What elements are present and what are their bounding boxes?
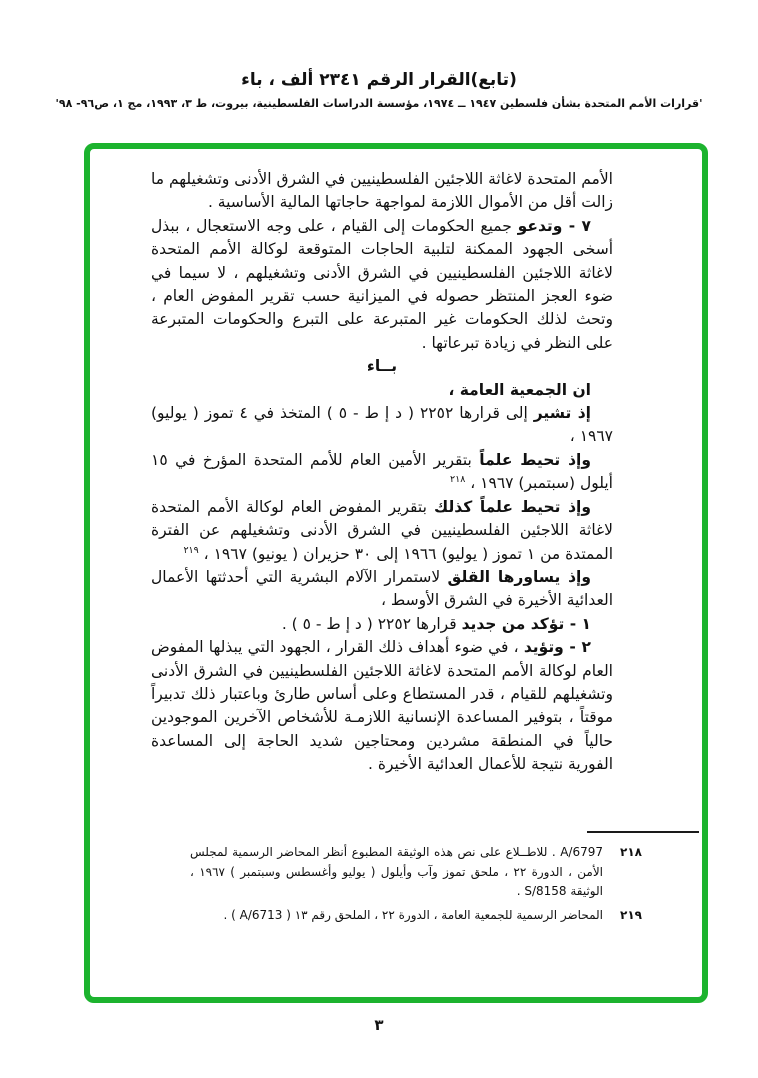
text-run: ان الجمعية العامة ، (448, 380, 591, 399)
body-paragraph (151, 613, 613, 636)
footnote-text: A/6797 . للاطــلاع على نص هذه الوثيقة المطبوع أنظر المحاضر الرسمية لمجلس الأمن ، الدورة ٢٢ ، ملحق تموز وآب وأيلول ( يوليو وأغسطس وسبتمبر ) ١٩٦٧ ، الوثيقة S/8158 . (190, 845, 603, 898)
text-run: الأمم المتحدة لاغاثة اللاجئين الفلسطينيين في الشرق الأدنى وتشغيلهم ما زالت أقل من الأموال اللازمة لمواجهة حاجاتها المالية الأساسية . (151, 170, 613, 212)
footnote-marker: ٢١٩ (620, 907, 642, 922)
text-run: ١ - تؤكد من جديد (461, 614, 591, 633)
text-run: ، في ضوء أهداف ذلك القرار ، الجهود التي يبذلها المفوض العام لوكالة الأمم المتحدة لاغاثة اللاجئين الفلسطينيين في الشرق الأدنى وتشغيلهم للقيام ، قدر المستطاع وعلى أساس طارئ وباعتبار ذلك تدبيراً موقتاً ، بتوفير المساعدة الإنسانية اللازمـة للأشخاص الآخرين الموجودين حالياً في المنطقة مشردين ومحتاجين شديد الحاجة إلى المساعدة الفورية نتيجة للأعمال العدائية الأخيرة . (151, 638, 613, 774)
text-run: لاستمرار الآلام البشرية التي أحدثتها الأعمال العدائية الأخيرة في الشرق الأوسط ، (151, 567, 613, 610)
body-paragraph (151, 566, 613, 613)
text-run: ٧ - وتدعو (517, 216, 591, 235)
page-number: ٣ (374, 1016, 384, 1034)
source-citation: 'قرارات الأمم المتحدة بشأن فلسطين ١٩٤٧ ــ ١٩٧٤، مؤسسة الدراسات الفلسطينية، بيروت، ط ٣، ١٩٩٣، مج ١، ص٩٦- ٩٨' (55, 97, 703, 110)
page-header (0, 70, 758, 110)
footnote-item (190, 906, 642, 926)
footnote-separator (587, 831, 699, 833)
body-paragraph (151, 449, 613, 496)
body-paragraph (151, 402, 613, 449)
body-paragraph (151, 355, 613, 378)
text-run: وإذ تحيط علماً كذلك (434, 497, 591, 516)
page-title: (تابع)القرار الرقم ٢٣٤١ ألف ، باء (241, 70, 517, 90)
body-paragraph (151, 168, 613, 215)
text-run: إلى قرارها ٢٢٥٢ ( د إ ط - ٥ ) المتخذ في ٤ تموز ( يوليو) ١٩٦٧ ، (151, 404, 613, 446)
body-paragraph (151, 379, 613, 402)
content-frame (84, 143, 708, 1003)
text-run: جميع الحكومات إلى القيام ، على وجه الاستعجال ، ببذل أسخى الجهود الممكنة لتلبية الحاجات المتوقعة لوكالة الأمم المتحدة لاغاثة اللاجئين الفلسطينيين في الشرق الأدنى وتشغيلهم ، لا سيما في ضوء العجز المنتظر حصوله في الميزانية حسب تقرير المفوض العام ، وتحث لذلك الحكومات غير المتبرعة على التبرع والحكومات المتبرعة على النظر في زيادة تبرعاتها . (151, 216, 613, 352)
text-run: إذ تشير (533, 404, 591, 423)
footnotes-block (190, 843, 642, 929)
text-run: وإذ يساورها القلق (447, 567, 591, 586)
footnote-reference: ٢١٨ (450, 474, 466, 486)
footnote-item (190, 843, 642, 902)
body-paragraph (151, 636, 613, 776)
resolution-body (151, 168, 613, 777)
footnote-reference: ٢١٩ (183, 544, 199, 556)
text-run: وإذ تحيط علماً (479, 450, 591, 469)
text-run: بتقرير المفوض العام لوكالة الأمم المتحدة لاغاثة اللاجئين الفلسطينيين في الشرق الأدنى وتشغيلهم عن الفترة الممتدة من ١ تموز ( يوليو) ١٩٦٦ إلى ٣٠ حزيران ( يونيو) ١٩٦٧ ، (151, 497, 613, 563)
footnote-marker: ٢١٨ (620, 845, 642, 859)
body-paragraph (151, 215, 613, 355)
text-run: ٢ - وتؤيد (523, 638, 592, 657)
footnote-text: المحاضر الرسمية للجمعية العامة ، الدورة ٢٢ ، الملحق رقم ١٣ ( A/6713 ) . (223, 907, 603, 922)
text-run: بتقرير الأمين العام للأمم المتحدة المؤرخ في ١٥ أيلول (سبتمبر) ١٩٦٧ ، (151, 450, 613, 493)
body-paragraph (151, 496, 613, 566)
text-run: بــاء (366, 357, 398, 376)
text-run: قرارها ٢٢٥٢ ( د إ ط - ٥ ) . (281, 614, 462, 633)
